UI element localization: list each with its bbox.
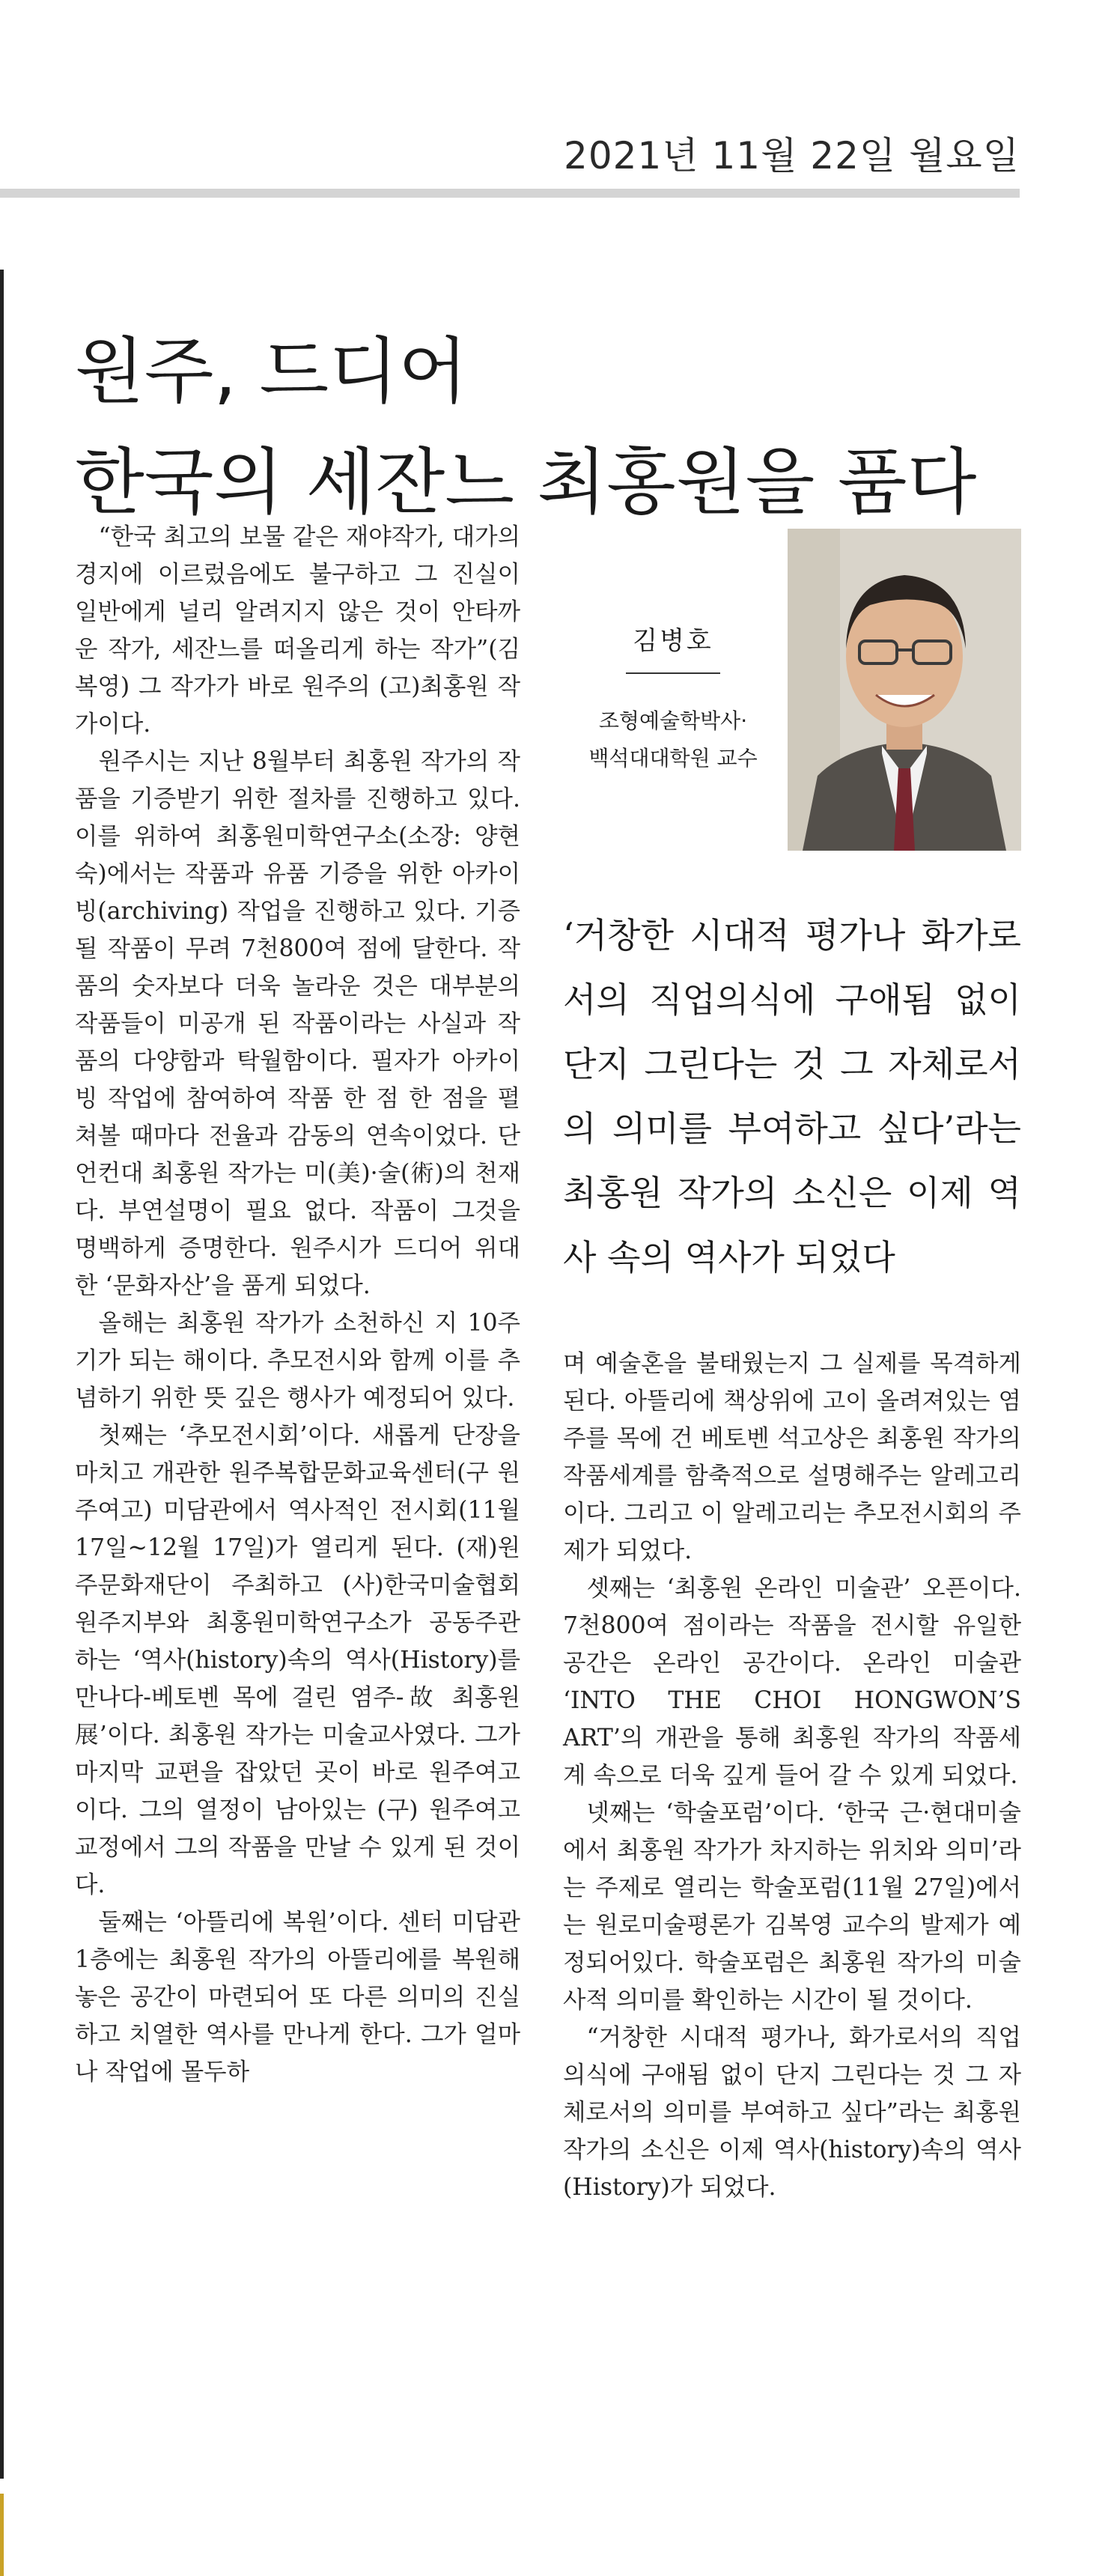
body-paragraph: 넷째는 ‘학술포럼’이다. ‘한국 근·현대미술에서 최홍원 작가가 차지하는 위치와 의미’라는 주제로 열리는 학술포럼(11월 27일)에서는 원로미술평론가 김복영 교수의 발제가 예정되어있다. 학술포럼은 최홍원 작가의 미술사적 의미를 확인하는 시간이 될 것이다. xyxy=(563,1799,1021,2014)
body-paragraph: 셋째는 ‘최홍원 온라인 미술관’ 오픈이다. 7천800여 점이라는 작품을 전시할 유일한 공간은 온라인 공간이다. 온라인 미술관 ‘INTO THE CHOI HONGWON’S ART’의 개관을 통해 최홍원 작가의 작품세계 속으로 더욱 깊게 들어 갈 수 있게 되었다. xyxy=(563,1575,1021,1789)
author-photo xyxy=(788,529,1021,851)
pull-quote: ‘거창한 시대적 평가나 화가로서의 직업의식에 구애됨 없이 단지 그린다는 것 그 자체로서의 의미를 부여하고 싶다’라는 최홍원 작가의 소신은 이제 역사 속의 역사가 되었다 xyxy=(563,915,1021,1278)
publication-date: 2021년 11월 22일 월요일 xyxy=(564,134,1020,177)
author-title-line: 조형예술학박사· xyxy=(598,708,748,733)
article-headline xyxy=(75,316,1018,538)
body-paragraph: 첫째는 ‘추모전시회’이다. 새롭게 단장을 마치고 개관한 원주복합문화교육센터(구 원주여고) 미담관에서 역사적인 전시회(11월 17일~12월 17일)가 열리게 된다. (재)원주문화재단이 주최하고 (사)한국미술협회 원주지부와 최홍원미학연구소가 공동주관하는 ‘역사(history)속의 역사(History)를 만나다-베토벤 목에 걸린 염주-故 최홍원展’이다. 최홍원 작가는 미술교사였다. 그가 마지막 교편을 잡았던 곳이 바로 원주여고이다. 그의 열정이 남아있는 (구) 원주여고 교정에서 그의 작품을 만날 수 있게 된 것이다. xyxy=(75,1422,520,1898)
author-name: 김병호 xyxy=(633,626,713,656)
article-body-right xyxy=(563,1345,1021,2206)
author-divider xyxy=(626,672,720,674)
article-body-left xyxy=(75,518,520,2091)
author-title-line: 백석대대학원 교수 xyxy=(588,746,758,771)
author-portrait-illustration xyxy=(788,529,1021,851)
author-title xyxy=(567,702,779,777)
body-paragraph: 둘째는 ‘아뜰리에 복원’이다. 센터 미담관 1층에는 최홍원 작가의 아뜰리에를 복원해 놓은 공간이 마련되어 또 다른 의미의 진실하고 치열한 역사를 만나게 한다. 그가 얼마나 작업에 몰두하 xyxy=(75,1909,520,2086)
headline-line-1: 원주, 드디어 xyxy=(75,329,468,414)
header-divider xyxy=(0,189,1020,198)
body-paragraph: 며 예술혼을 불태웠는지 그 실제를 목격하게 된다. 아뜰리에 책상위에 고이 올려져있는 염주를 목에 건 베토벤 석고상은 최홍원 작가의 작품세계를 함축적으로 설명해주는 알레고리이다. 그리고 이 알레고리는 추모전시회의 주제가 되었다. xyxy=(563,1350,1021,1564)
body-paragraph: 올해는 최홍원 작가가 소천하신 지 10주기가 되는 해이다. 추모전시와 함께 이를 추념하기 위한 뜻 깊은 행사가 예정되어 있다. xyxy=(75,1310,520,1412)
body-paragraph: “한국 최고의 보물 같은 재야작가, 대가의 경지에 이르렀음에도 불구하고 그 진실이 일반에게 널리 알려지지 않은 것이 안타까운 작가, 세잔느를 떠올리게 하는 작가”(김복영) 그 작가가 바로 원주의 (고)최홍원 작가이다. xyxy=(75,523,520,738)
column-rule xyxy=(0,270,4,2479)
headline-line-2: 한국의 세잔느 최홍원을 품다 xyxy=(75,440,977,525)
body-paragraph: 원주시는 지난 8월부터 최홍원 작가의 작품을 기증받기 위한 절차를 진행하고 있다. 이를 위하여 최홍원미학연구소(소장: 양현숙)에서는 작품과 유품 기증을 위한 아카이빙(archiving) 작업을 진행하고 있다. 기증될 작품이 무려 7천800여 점에 달한다. 작품의 숫자보다 더욱 놀라운 것은 대부분의 작품들이 미공개 된 작품이라는 사실과 작품의 다양함과 탁월함이다. 필자가 아카이빙 작업에 참여하여 작품 한 점 한 점을 펼쳐볼 때마다 전율과 감동의 연속이었다. 단언컨대 최홍원 작가는 미(美)·술(術)의 천재다. 부연설명이 필요 없다. 작품이 그것을 명백하게 증명한다. 원주시가 드디어 위대한 ‘문화자산’을 품게 되었다. xyxy=(75,748,520,1299)
body-paragraph: “거창한 시대적 평가나, 화가로서의 직업의식에 구애됨 없이 단지 그린다는 것 그 자체로서의 의미를 부여하고 싶다”라는 최홍원 작가의 소신은 이제 역사(history)속의 역사(History)가 되었다. xyxy=(563,2024,1021,2201)
column-rule-accent xyxy=(0,2494,4,2576)
